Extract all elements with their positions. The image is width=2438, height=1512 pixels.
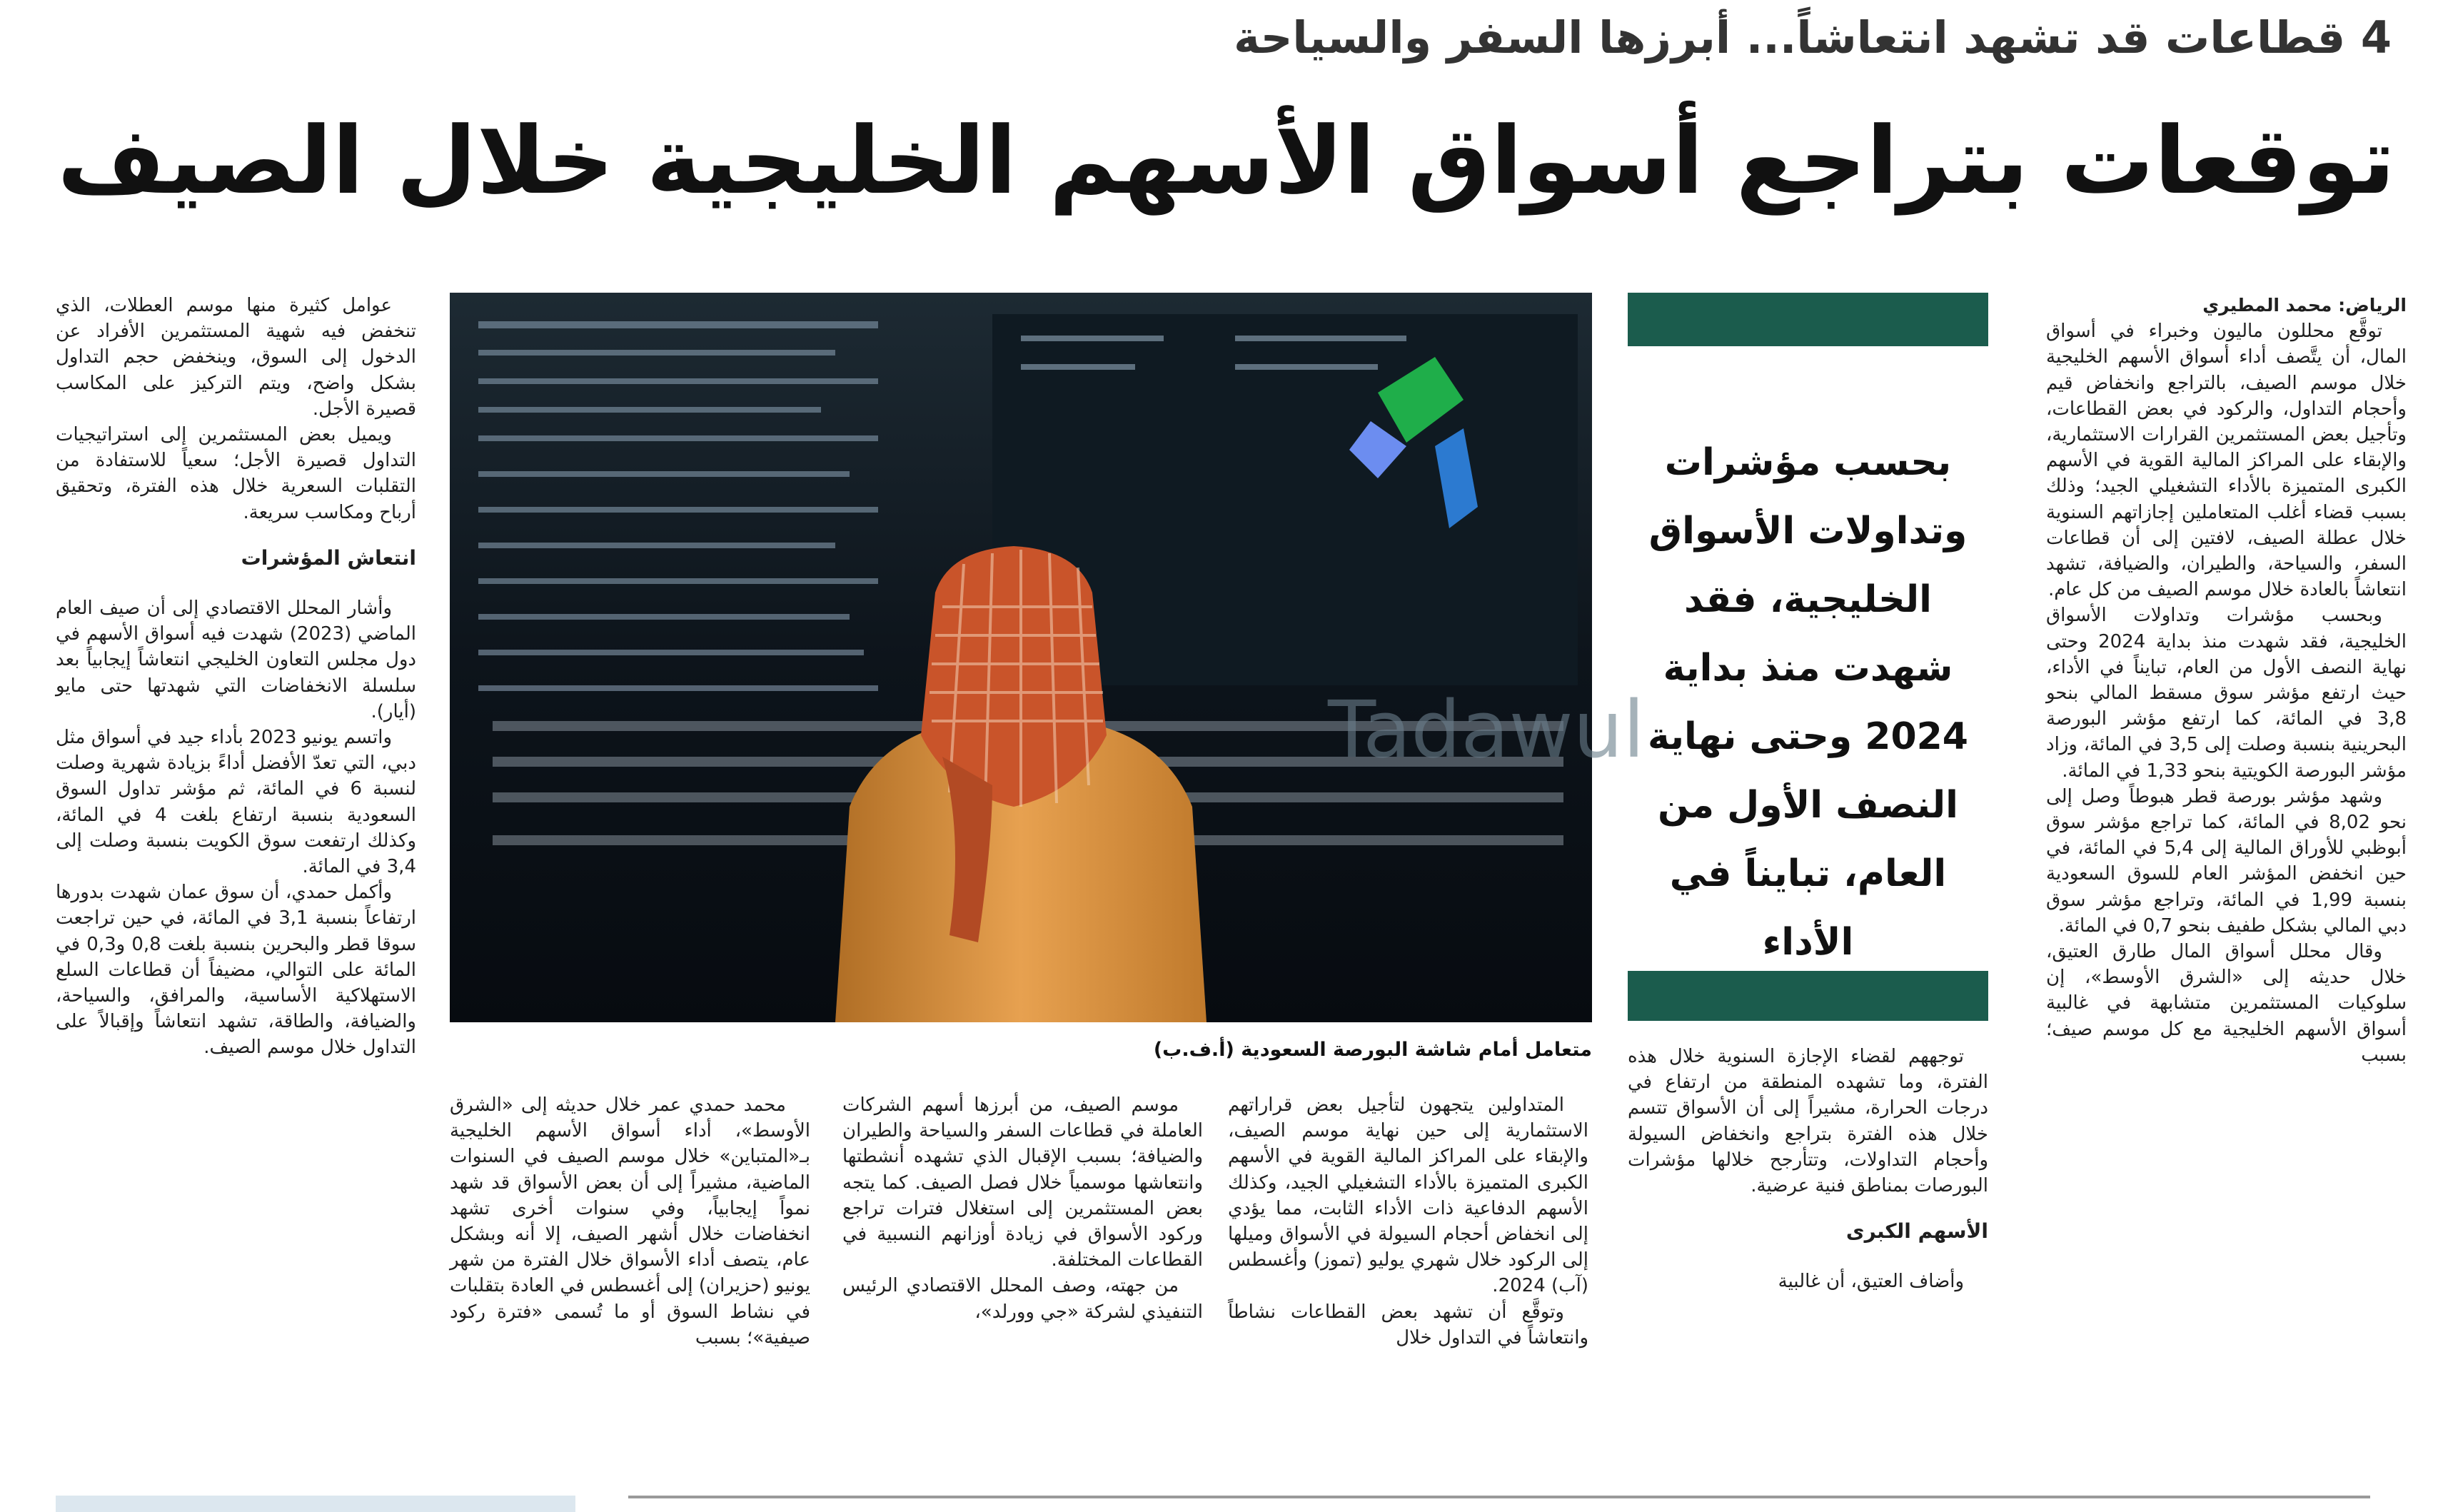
- pull-quote: بحسب مؤشرات وتداولات الأسواق الخليجية، فقد شهدت منذ بداية 2024 وحتى نهاية النصف الأول من العام، تبايناً في الأداء: [1647, 441, 1968, 964]
- bottom-rule: [628, 1496, 2370, 1498]
- paragraph: وأضاف العتيق، أن غالبية: [1778, 1271, 1964, 1293]
- article-column-5: [450, 1092, 810, 1492]
- paragraph: عوامل كثيرة منها موسم العطلات، الذي تنخفض فيه شهية المستثمرين الأفراد عن الدخول إلى السوق، وينخفض حجم التداول بشكل واضح، ويتم التركيز على المكاسب قصيرة الأجل.: [56, 295, 416, 420]
- byline: الرياض: محمد المطيري: [2202, 295, 2407, 316]
- screen-logo-text: Tadawul: [1328, 684, 1645, 775]
- paragraph: موسم الصيف، من أبرزها أسهم الشركات العاملة في قطاعات السفر والسياحة والطيران والضيافة؛ بسبب الإقبال الذي تشهده أنشطتها وانتعاشها موسمياً خلال فصل الصيف. كما يتجه بعض المستثمرين إلى استغلال فترات تراجع وركود الأسواق في زيادة أوزانهم النسبية في القطاعات المختلفة.: [842, 1094, 1203, 1271]
- paragraph: وقال محلل أسواق المال طارق العتيق، خلال حديثه إلى «الشرق الأوسط»، إن سلوكيات المستثمرين متشابهة في غالبية أسواق الأسهم الخليجية مع كل موسم صيف؛ بسبب: [2046, 941, 2407, 1066]
- paragraph: وأشار المحلل الاقتصادي إلى أن صيف العام الماضي (2023) شهدت فيه أسواق الأسهم في دول مجلس التعاون الخليجي انتعاشاً إيجابياً بعد سلسلة الانخفاضات التي شهدتها حتى مايو (أيار).: [56, 598, 416, 722]
- article-kicker: 4 قطاعات قد تشهد انتعاشاً... أبرزها السفر والسياحة: [1234, 11, 2392, 64]
- article-column-1: [2046, 293, 2407, 1492]
- pull-quote-bar-bottom: [1628, 971, 1988, 1021]
- paragraph: محمد حمدي عمر خلال حديثه إلى «الشرق الأوسط»، أداء أسواق الأسهم الخليجية بـ«المتباين» خلال موسم الصيف في السنوات الماضية، مشيراً إلى أن بعض الأسواق قد شهد نمواً إيجابياً، وفي سنوات أخرى تشهد انخفاضات خلال أشهر الصيف، إلا أنه وبشكل عام، يتصف أداء الأسواق خلال الفترة من شهر يونيو (حزيران) إلى أغسطس في العادة بتقلبات في نشاط السوق أو ما تُسمى «فترة ركود صيفية»؛ بسبب: [450, 1094, 810, 1349]
- photo-caption: متعامل أمام شاشة البورصة السعودية (أ.ف.ب): [1153, 1039, 1592, 1061]
- paragraph: وأكمل حمدي، أن سوق عمان شهدت بدورها ارتفاعاً بنسبة 3,1 في المائة، في حين تراجعت سوقا قطر والبحرين بنسبة بلغت 0,8 و0,3 في المائة على التوالي، مضيفاً أن قطاعات السلع الاستهلاكية الأساسية، والمرافق، والسياحة، والضيافة، والطاقة، تشهد انتعاشاً وإقبالاً على التداول خلال موسم الصيف.: [56, 882, 416, 1059]
- article-headline: توقعات بتراجع أسواق الأسهم الخليجية خلال الصيف: [57, 106, 2395, 215]
- footer-tab: [56, 1496, 575, 1512]
- article-column-3: [1228, 1092, 1588, 1492]
- paragraph: وتوقَّع أن تشهد بعض القطاعات نشاطاً وانتعاشاً في التداول خلال: [1228, 1301, 1588, 1349]
- subheading: انتعاش المؤشرات: [241, 545, 416, 570]
- paragraph: المتداولين يتجهون لتأجيل بعض قراراتهم الاستثمارية إلى حين نهاية موسم الصيف، والإبقاء على المراكز المالية القوية في الأسهم الكبرى المتميزة بالأداء التشغيلي الجيد، وكذلك الأسهم الدفاعية ذات الأداء الثابت، مما يؤدي إلى انخفاض أحجام السيولة في الأسواق وميلها إلى الركود خلال شهري يوليو (تموز) وأغسطس (آب) 2024.: [1228, 1094, 1588, 1297]
- paragraph: من جهته، وصف المحلل الاقتصادي الرئيس التنفيذي لشركة «جي وورلد»،: [842, 1275, 1203, 1323]
- paragraph: توجههم لقضاء الإجازة السنوية خلال هذه الفترة، وما تشهده المنطقة من ارتفاع في درجات الحرارة، مشيراً إلى أن الأسواق تتسم خلال هذه الفترة بتراجع وانخفاض السيولة وأحجام التداولات، وتتأرجح خلالها مؤشرات البورصات بمناطق فنية عرضية.: [1628, 1046, 1988, 1197]
- paragraph: توقَّع محللون ماليون وخبراء في أسواق المال، أن يتَّصف أداء أسواق الأسهم الخليجية خلال موسم الصيف، بالتراجع وانخفاض قيم وأحجام التداول، والركود في بعض القطاعات، وتأجيل بعض المستثمرين القرارات الاستثمارية، والإبقاء على المراكز المالية القوية في الأسهم الكبرى المتميزة بالأداء التشغيلي الجيد؛ وذلك بسبب قضاء أغلب المتعاملين إجازاتهم السنوية خلال عطلة الصيف، لافتين إلى أن قطاعات السفر، والسياحة، والطيران، والضيافة، تشهد انتعاشاً بالعادة خلال موسم الصيف من كل عام.: [2046, 321, 2407, 601]
- article-column-6: [56, 293, 416, 1492]
- paragraph: وشهد مؤشر بورصة قطر هبوطاً وصل إلى نحو 8,02 في المائة، كما تراجع مؤشر سوق أبوظبي للأوراق المالية إلى 5,4 في المائة، في حين انخفض المؤشر العام للسوق السعودية بنسبة 1,99 في المائة، وتراجع مؤشر سوق دبي المالي بشكل طفيف بنحو 0,7 في المائة.: [2046, 785, 2407, 937]
- article-column-2: [1628, 1044, 1988, 1486]
- pull-quote-bar-top: [1628, 293, 1988, 346]
- article-photo: [450, 293, 1645, 1022]
- paragraph: ويميل بعض المستثمرين إلى استراتيجيات التداول قصيرة الأجل؛ سعياً للاستفادة من التقلبات السعرية خلال هذه الفترة، وتحقيق أرباح ومكاسب سريعة.: [56, 424, 416, 523]
- paragraph: واتسم يونيو 2023 بأداء جيد في أسواق مثل دبي، التي تعدّ الأفضل أداءً بزيادة شهرية وصلت لنسبة 6 في المائة، ثم مؤشر تداول السوق السعودية بنسبة ارتفاع بلغت 4 في المائة، وكذلك ارتفعت سوق الكويت بنسبة وصلت إلى 3,4 في المائة.: [56, 727, 416, 878]
- subheading: الأسهم الكبرى: [1845, 1219, 1988, 1244]
- article-column-4: [842, 1092, 1203, 1492]
- paragraph: وبحسب مؤشرات وتداولات الأسواق الخليجية، فقد شهدت منذ بداية 2024 وحتى نهاية النصف الأول من العام، تبايناً في الأداء، حيث ارتفع مؤشر سوق مسقط المالي بنحو 3,8 في المائة، كما ارتفع مؤشر البورصة البحرينية بنسبة وصلت إلى 3,5 في المائة، وزاد مؤشر البورصة الكويتية بنحو 1,33 في المائة.: [2046, 605, 2407, 782]
